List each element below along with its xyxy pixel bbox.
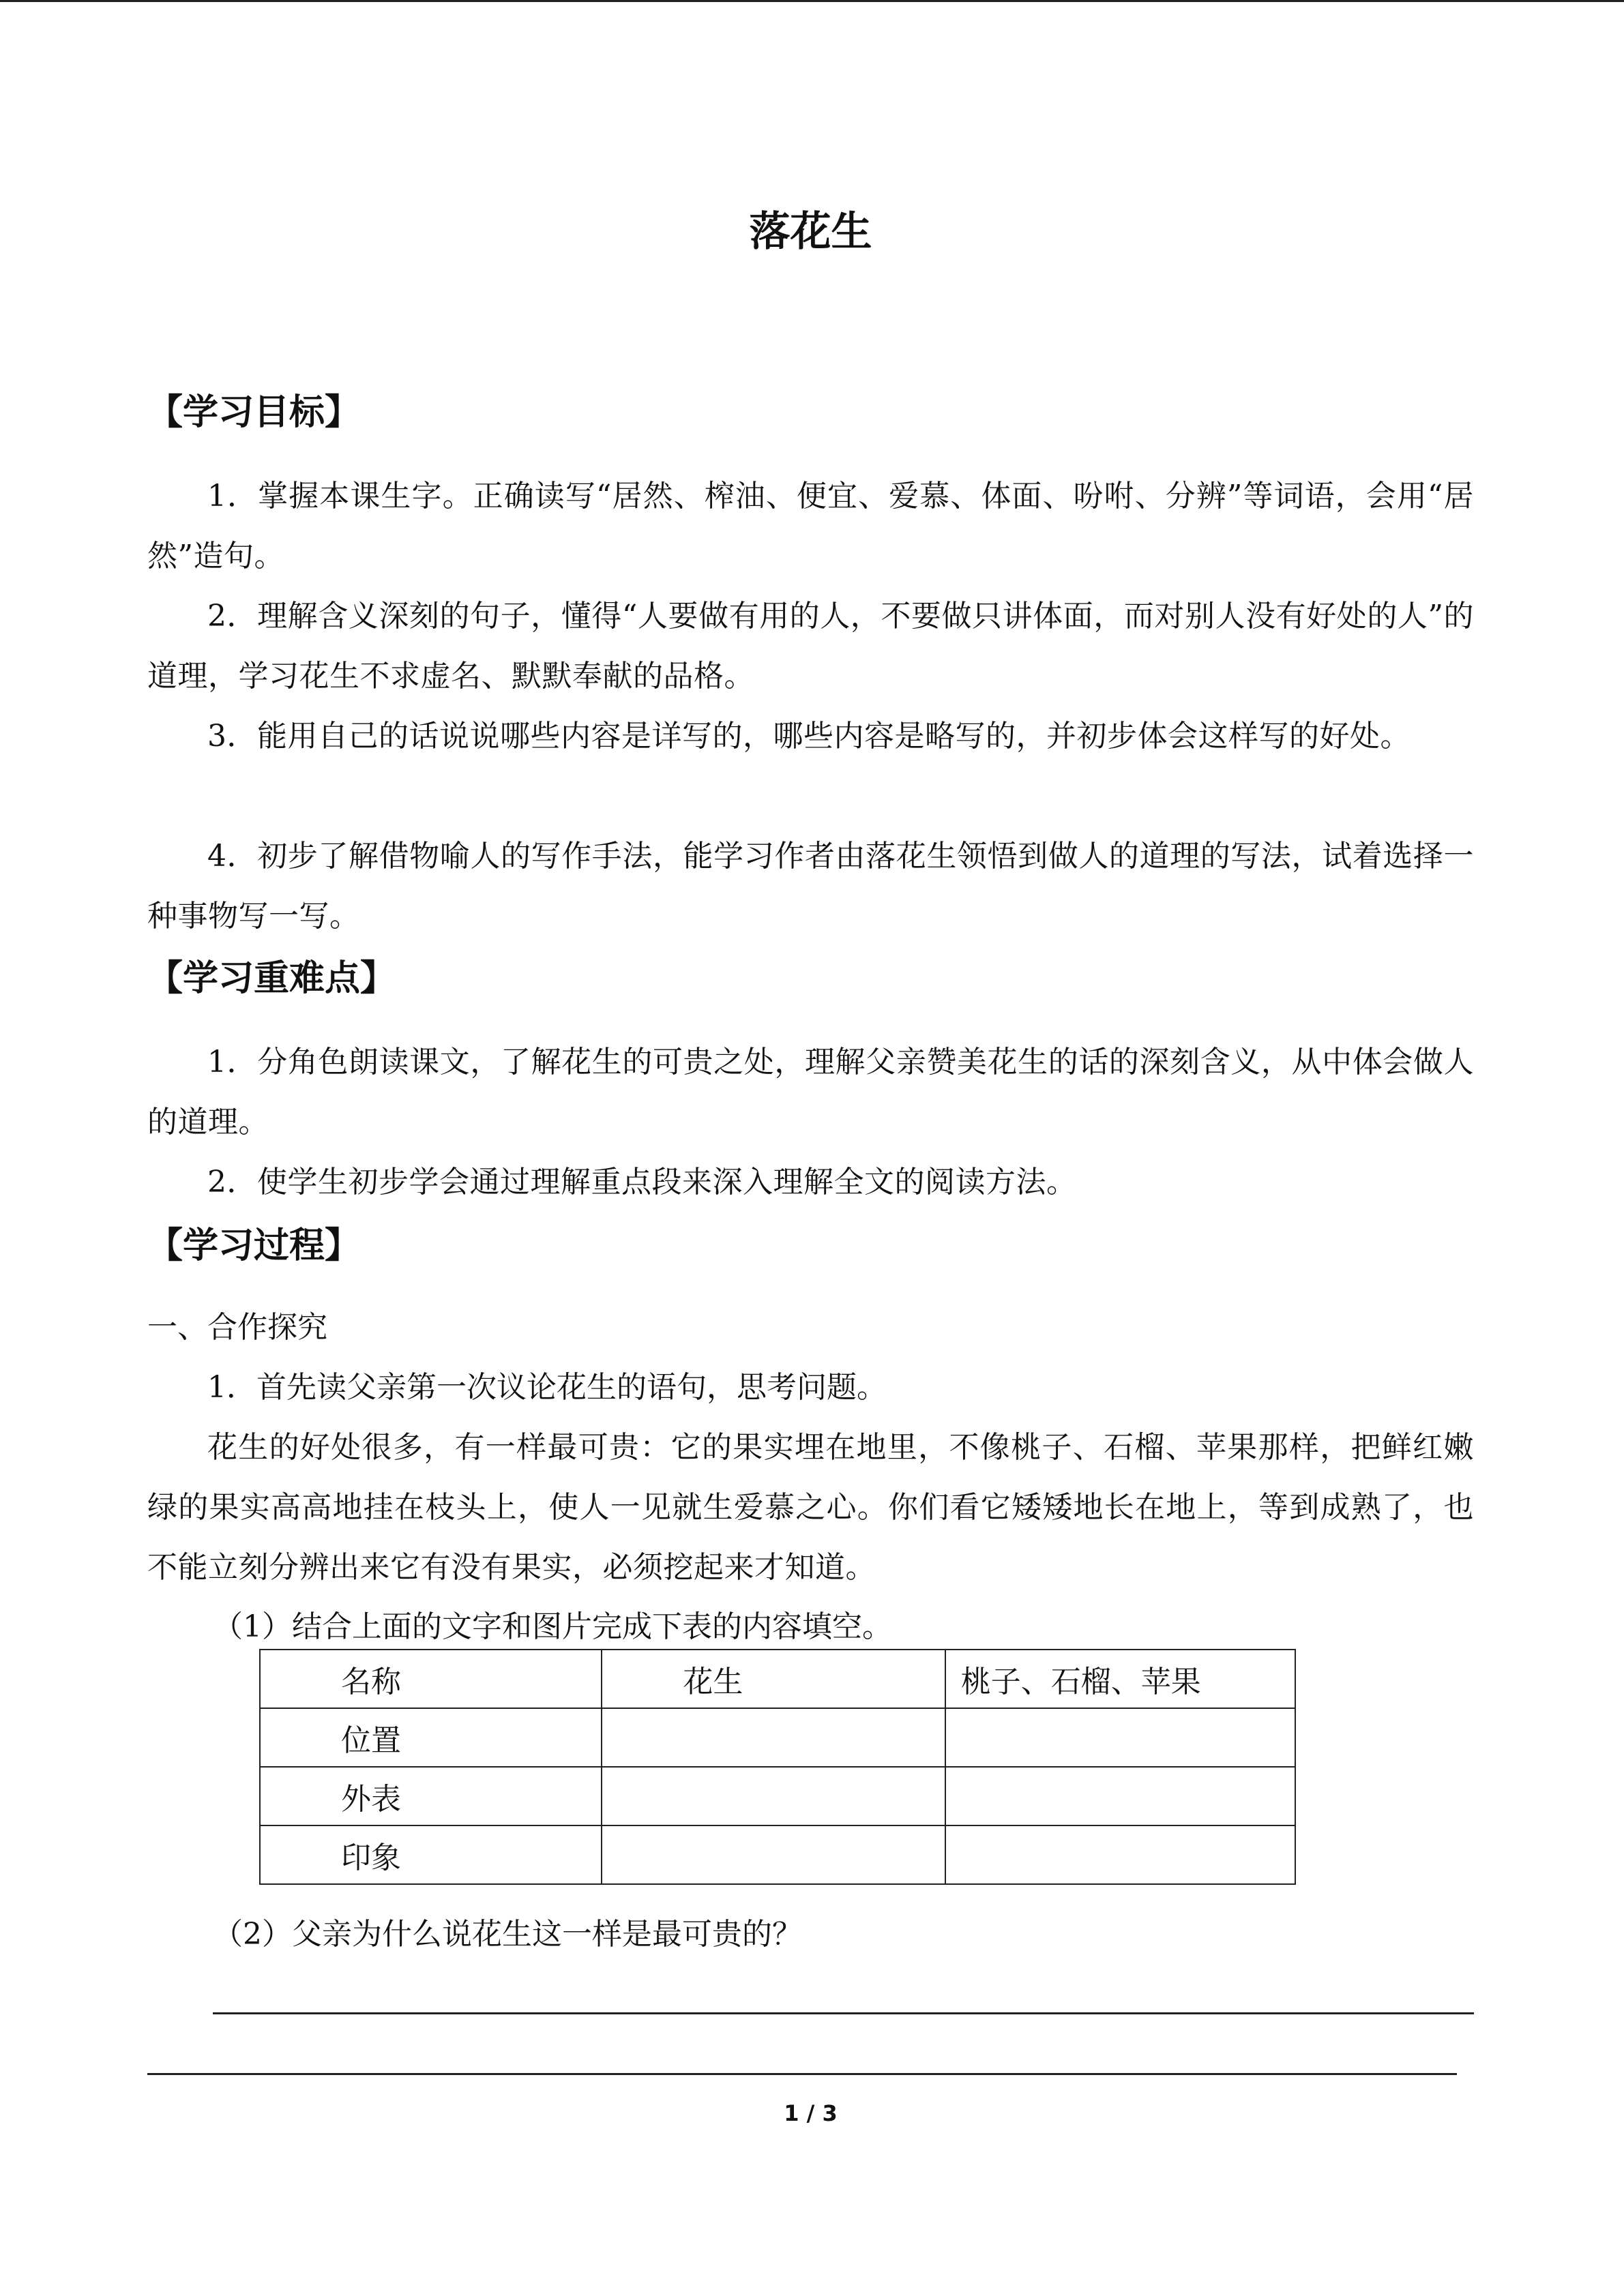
table-header-cell: 名称 — [260, 1650, 602, 1708]
objective-item-4: 4．初步了解借物喻人的写作手法，能学习作者由落花生领悟到做人的道理的写法，试着选择一种事物写一写。 — [147, 839, 1474, 934]
table-blank-cell[interactable] — [945, 1708, 1295, 1767]
table-blank-cell[interactable] — [945, 1825, 1295, 1884]
table-row — [260, 1825, 1295, 1884]
table-row-label: 位置 — [260, 1708, 602, 1767]
question-1: 1．首先读父亲第一次议论花生的语句，思考问题。 — [207, 1370, 887, 1405]
table-row — [260, 1767, 1295, 1825]
key-point-item-2: 2．使学生初步学会通过理解重点段来深入理解全文的阅读方法。 — [207, 1165, 1077, 1199]
page-number: 1 / 3 — [784, 2100, 838, 2126]
footer-divider — [147, 2073, 1457, 2075]
table-header-row — [260, 1650, 1295, 1708]
table-header-cell: 花生 — [602, 1650, 945, 1708]
table-row-label: 外表 — [260, 1767, 602, 1825]
objective-item-1: 1．掌握本课生字。正确读写“居然、榨油、便宜、爱慕、体面、吩咐、分辨”等词语，会用“居然”造句。 — [147, 479, 1474, 573]
top-border — [0, 0, 1624, 2]
sub-question-1: （1）结合上面的文字和图片完成下表的内容填空。 — [213, 1609, 892, 1644]
passage-text: 花生的好处很多，有一样最可贵：它的果实埋在地里，不像桃子、石榴、苹果那样，把鲜红嫩绿的果实高高地挂在枝头上，使人一见就生爱慕之心。你们看它矮矮地长在地上，等到成熟了，也不能立刻分辨出来它有没有果实，必须挖起来才知道。 — [147, 1430, 1474, 1585]
section-heading-key-points: 【学习重难点】 — [147, 958, 396, 999]
section-heading-objectives: 【学习目标】 — [147, 392, 361, 433]
part-title-cooperative-inquiry: 一、合作探究 — [147, 1310, 327, 1345]
page-title: 落花生 — [749, 208, 872, 256]
fill-in-table — [259, 1649, 1296, 1885]
table-blank-cell[interactable] — [602, 1708, 945, 1767]
objective-item-2: 2．理解含义深刻的句子，懂得“人要做有用的人，不要做只讲体面，而对别人没有好处的人”的道理，学习花生不求虚名、默默奉献的品格。 — [147, 599, 1474, 694]
table-row-label: 印象 — [260, 1825, 602, 1884]
table-blank-cell[interactable] — [945, 1767, 1295, 1825]
sub-question-2: （2）父亲为什么说花生这一样是最可贵的？ — [213, 1917, 802, 1952]
table-blank-cell[interactable] — [602, 1825, 945, 1884]
table-blank-cell[interactable] — [602, 1767, 945, 1825]
objective-item-3: 3．能用自己的话说说哪些内容是详写的，哪些内容是略写的，并初步体会这样写的好处。 — [207, 719, 1411, 754]
table-header-cell: 桃子、石榴、苹果 — [945, 1650, 1295, 1708]
answer-line[interactable] — [213, 2012, 1474, 2014]
key-point-item-1: 1．分角色朗读课文，了解花生的可贵之处，理解父亲赞美花生的话的深刻含义，从中体会做人的道理。 — [147, 1045, 1474, 1139]
section-heading-process: 【学习过程】 — [147, 1225, 361, 1266]
table-row — [260, 1708, 1295, 1767]
